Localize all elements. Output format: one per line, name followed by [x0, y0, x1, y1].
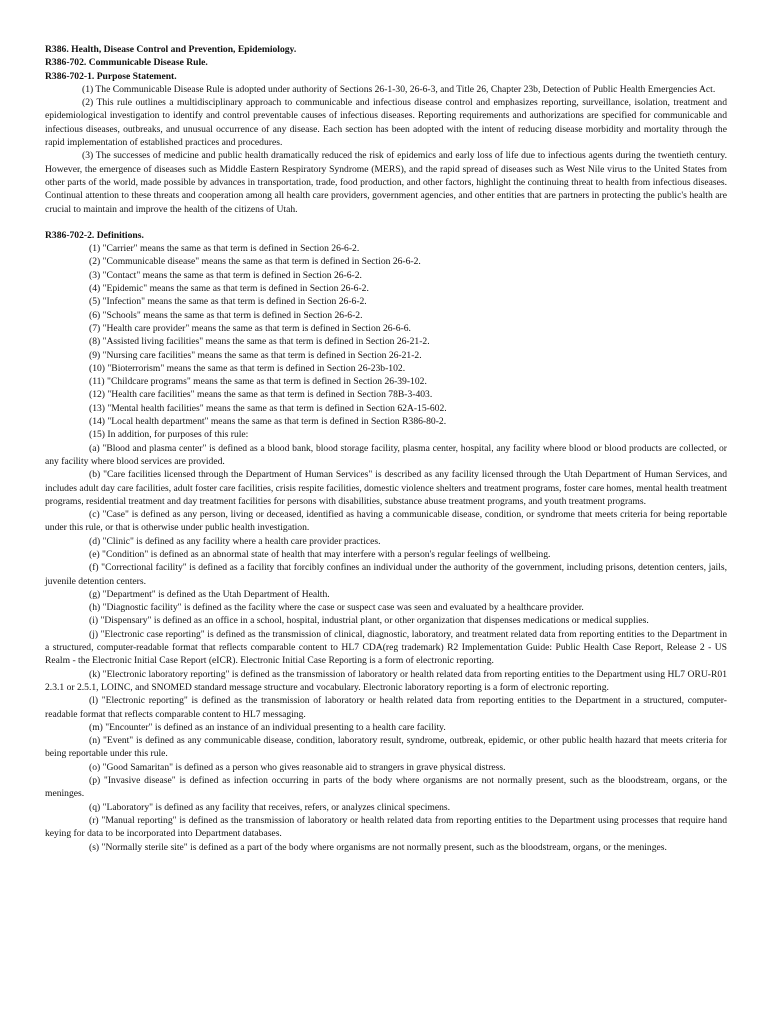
rule-heading: R386-702. Communicable Disease Rule. [45, 57, 208, 69]
definition-item: (4) "Epidemic" means the same as that term is defined in Section 26-6-2. [89, 283, 369, 295]
subdefinition-item: (m) "Encounter" is defined as an instance of an individual presenting to a health care facility. [89, 721, 446, 733]
definition-item: (3) "Contact" means the same as that term is defined in Section 26-6-2. [89, 269, 362, 281]
definition-item: (9) "Nursing care facilities" means the same as that term is defined in Section 26-21-2. [89, 349, 422, 361]
title-heading: R386. Health, Disease Control and Prevention, Epidemiology. [45, 44, 297, 55]
definition-item: (13) "Mental health facilities" means the same as that term is defined in Section 62A-15-602. [89, 402, 447, 414]
definition-item: (11) "Childcare programs" means the same as that term is defined in Section 26-39-102. [89, 376, 427, 388]
purpose-paragraph: (3) The successes of medicine and public health dramatically reduced the risk of epidemics and early loss of life due to infectious agents during the twentieth century. However, the emergence of diseases such as Middle Eastern Respiratory Syndrome (MERS), and the rapid spread of diseases such as West Nile virus to the United States from other parts of the world, made possible by advances in transportation, trade, food production, and other factors, highlight the continuing threat to health from infectious diseases. Continual attention to these threats and cooperation among all health care providers, government agencies, and other entities that are partners in protecting the public's health are crucial to maintain and improve the health of the citizens of Utah. [45, 150, 727, 215]
definition-item: (7) "Health care provider" means the same as that term is defined in Section 26-6-6. [89, 322, 411, 334]
subdefinition-item: (o) "Good Samaritan" is defined as a person who gives reasonable aid to strangers in grave physical distress. [89, 761, 506, 773]
document-page [45, 43, 727, 854]
definition-item: (12) "Health care facilities" means the same as that term is defined in Section 78B-3-403. [89, 389, 433, 401]
definition-item: (2) "Communicable disease" means the same as that term is defined in Section 26-6-2. [89, 256, 421, 268]
subdefinition-item: (p) "Invasive disease" is defined as infection occurring in parts of the body where organisms are not normally present, such as the bloodstream, organs, or the meninges. [45, 775, 727, 800]
subdefinition-item: (b) "Care facilities licensed through the Department of Human Services" is described as any facility licensed through the Utah Department of Human Services, and includes adult day care facilities, adult foster care facilities, crisis respite facilities, domestic violence shelters and treatment programs, foster care homes, mental health treatment programs, residential treatment and day treatment facilities for persons with disabilities, substance abuse treatment programs, and youth treatment programs. [45, 469, 727, 507]
section-spacer [45, 216, 727, 229]
subdefinition-item: (q) "Laboratory" is defined as any facility that receives, refers, or analyzes clinical specimens. [89, 801, 451, 813]
definition-item: (15) In addition, for purposes of this rule: [89, 429, 249, 441]
subdefinition-item: (r) "Manual reporting" is defined as the transmission of laboratory or health related data from reporting entities to the Department using processes that require hand keying for data to be incorporated into Department databases. [45, 814, 727, 840]
subdefinition-item: (f) "Correctional facility" is defined as a facility that forcibly confines an individual under the authority of the government, including prisons, detention centers, jails, juvenile detention centers. [45, 562, 727, 587]
subdefinition-item: (l) "Electronic reporting" is defined as the transmission of laboratory or health related data from reporting entities to the Department in a structured, computer-readable format that reflects comparable content to HL7 messaging. [45, 695, 727, 720]
purpose-heading: R386-702-1. Purpose Statement. [45, 70, 177, 82]
purpose-paragraph: (2) This rule outlines a multidisciplinary approach to communicable and infectious disease control and emphasizes reporting, surveillance, isolation, treatment and epidemiological investigation to identify and control preventable causes of infectious diseases. Reporting requirements and authorizations are specified for communicable and infectious diseases, outbreaks, and unusual occurrence of any disease. Each section has been adopted with the intent of reducing disease morbidity and mortality through the rapid implementation of established practices and procedures. [45, 97, 727, 149]
definition-item: (10) "Bioterrorism" means the same as that term is defined in Section 26-23b-102. [89, 362, 406, 374]
definition-item: (5) "Infection" means the same as that term is defined in Section 26-6-2. [89, 296, 367, 308]
subdefinition-item: (a) "Blood and plasma center" is defined as a blood bank, blood storage facility, plasma center, hospital, any facility where blood or blood products are collected, or any facility where blood services are provided. [45, 442, 727, 467]
definition-item: (14) "Local health department" means the same as that term is defined in Section R386-80-2. [89, 416, 447, 428]
subdefinition-item: (s) "Normally sterile site" is defined as a part of the body where organisms are not normally present, such as the bloodstream, organs, or the meninges. [89, 841, 667, 853]
subdefinition-item: (j) "Electronic case reporting" is defined as the transmission of clinical, diagnostic, laboratory, and treatment related data from reporting entities to the Department in a structured, computer-readable format that reflects comparable content to HL7 CDA(reg trademark) R2 Implementation Guide: Public Health Case Report, Release 2 - US Realm - the Electronic Initial Case Report (eICR). Electronic Initial Case Reporting is a form of electronic reporting. [45, 628, 727, 667]
subdefinition-item: (i) "Dispensary" is defined as an office in a school, hospital, industrial plant, or other organization that dispenses medications or medical supplies. [89, 615, 649, 627]
definitions-heading: R386-702-2. Definitions. [45, 229, 144, 241]
subdefinition-item: (h) "Diagnostic facility" is defined as the facility where the case or suspect case was seen and evaluated by a healthcare provider. [89, 602, 584, 614]
subdefinition-item: (k) "Electronic laboratory reporting" is defined as the transmission of laboratory or health related data from reporting entities to the Department using HL7 ORU-R01 2.3.1 or 2.5.1, LOINC, and SNOMED standard message structure and vocabulary. Electronic laboratory reporting is a form of electronic reporting. [45, 668, 727, 693]
subdefinition-item: (g) "Department" is defined as the Utah Department of Health. [89, 588, 330, 600]
purpose-paragraph: (1) The Communicable Disease Rule is adopted under authority of Sections 26-1-30, 26-6-3, and Title 26, Chapter 23b, Detection of Public Health Emergencies Act. [82, 83, 716, 95]
subdefinition-item: (c) "Case" is defined as any person, living or deceased, identified as having a communicable disease, condition, or syndrome that meets criteria for being reportable under this rule, or that is otherwise under public health investigation. [45, 509, 727, 534]
subdefinition-item: (e) "Condition" is defined as an abnormal state of health that may interfere with a person's regular feelings of wellbeing. [89, 548, 551, 560]
definition-item: (8) "Assisted living facilities" means the same as that term is defined in Section 26-21-2. [89, 336, 430, 348]
definition-item: (1) "Carrier" means the same as that term is defined in Section 26-6-2. [89, 243, 360, 255]
subdefinition-item: (n) "Event" is defined as any communicable disease, condition, laboratory result, syndrome, outbreak, epidemic, or other public health hazard that meets criteria for being reportable under this rule. [45, 735, 727, 760]
definition-item: (6) "Schools" means the same as that term is defined in Section 26-6-2. [89, 309, 363, 321]
subdefinition-item: (d) "Clinic" is defined as any facility where a health care provider practices. [89, 535, 381, 547]
